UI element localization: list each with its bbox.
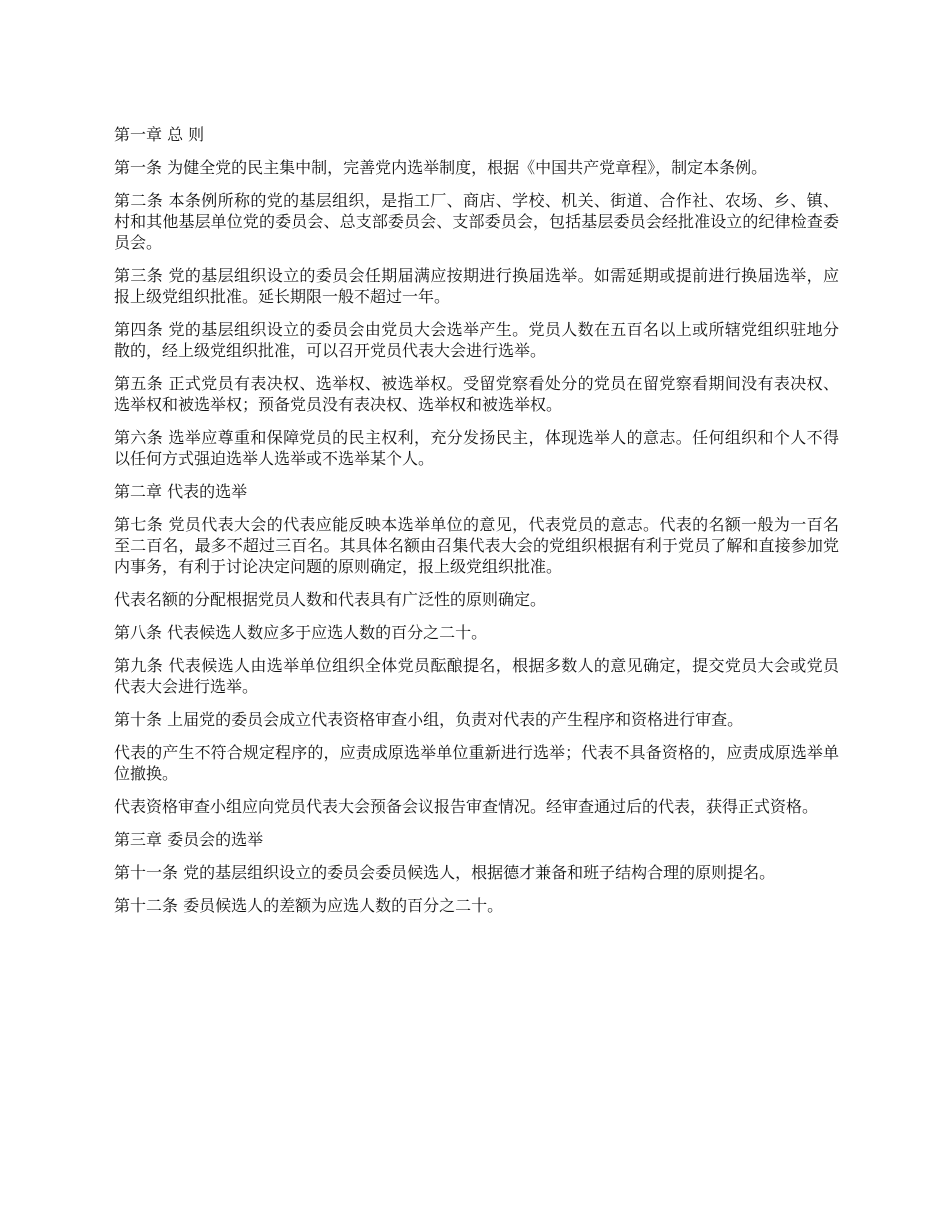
chapter-heading-2: 第二章 代表的选举 [114, 482, 248, 501]
article-10-clause-2: 代表资格审查小组应向党员代表大会预备会议报告审查情况。经审查通过后的代表，获得正式资格。 [114, 797, 819, 816]
chapter-heading-3: 第三章 委员会的选举 [114, 830, 264, 849]
article-2: 第二条 本条例所称的党的基层组织，是指工厂、商店、学校、机关、街道、合作社、农场、乡、镇、村和其他基层单位党的委员会、总支部委员会、支部委员会，包括基层委员会经批准设立的纪律检查委员会。 [114, 191, 839, 252]
chapter-heading-1: 第一章 总 则 [114, 125, 205, 144]
article-5: 第五条 正式党员有表决权、选举权、被选举权。受留党察看处分的党员在留党察看期间没有表决权、选举权和被选举权；预备党员没有表决权、选举权和被选举权。 [114, 374, 839, 414]
article-1: 第一条 为健全党的民主集中制，完善党内选举制度，根据《中国共产党章程》，制定本条例。 [114, 158, 768, 177]
article-10: 第十条 上届党的委员会成立代表资格审查小组，负责对代表的产生程序和资格进行审查。 [114, 710, 744, 729]
article-9: 第九条 代表候选人由选举单位组织全体党员酝酿提名，根据多数人的意见确定，提交党员大会或党员代表大会进行选举。 [114, 656, 839, 696]
article-4: 第四条 党的基层组织设立的委员会由党员大会选举产生。党员人数在五百名以上或所辖党组织驻地分散的，经上级党组织批准，可以召开党员代表大会进行选举。 [114, 320, 839, 360]
article-7: 第七条 党员代表大会的代表应能反映本选举单位的意见，代表党员的意志。代表的名额一般为一百名至二百名，最多不超过三百名。其具体名额由召集代表大会的党组织根据有利于党员了解和直接参加党内事务，有利于讨论决定问题的原则确定，报上级党组织批准。 [114, 515, 839, 576]
article-12: 第十二条 委员候选人的差额为应选人数的百分之二十。 [114, 896, 504, 915]
document-page [114, 124, 839, 928]
article-6: 第六条 选举应尊重和保障党员的民主权利，充分发扬民主，体现选举人的意志。任何组织和个人不得以任何方式强迫选举人选举或不选举某个人。 [114, 428, 839, 468]
article-3: 第三条 党的基层组织设立的委员会任期届满应按期进行换届选举。如需延期或提前进行换届选举，应报上级党组织批准。延长期限一般不超过一年。 [114, 266, 839, 306]
article-8: 第八条 代表候选人数应多于应选人数的百分之二十。 [114, 623, 488, 642]
article-10-clause-1: 代表的产生不符合规定程序的，应责成原选举单位重新进行选举；代表不具备资格的，应责成原选举单位撤换。 [114, 743, 839, 783]
article-11: 第十一条 党的基层组织设立的委员会委员候选人，根据德才兼备和班子结构合理的原则提名。 [114, 863, 776, 882]
article-7-clause: 代表名额的分配根据党员人数和代表具有广泛性的原则确定。 [114, 590, 547, 609]
